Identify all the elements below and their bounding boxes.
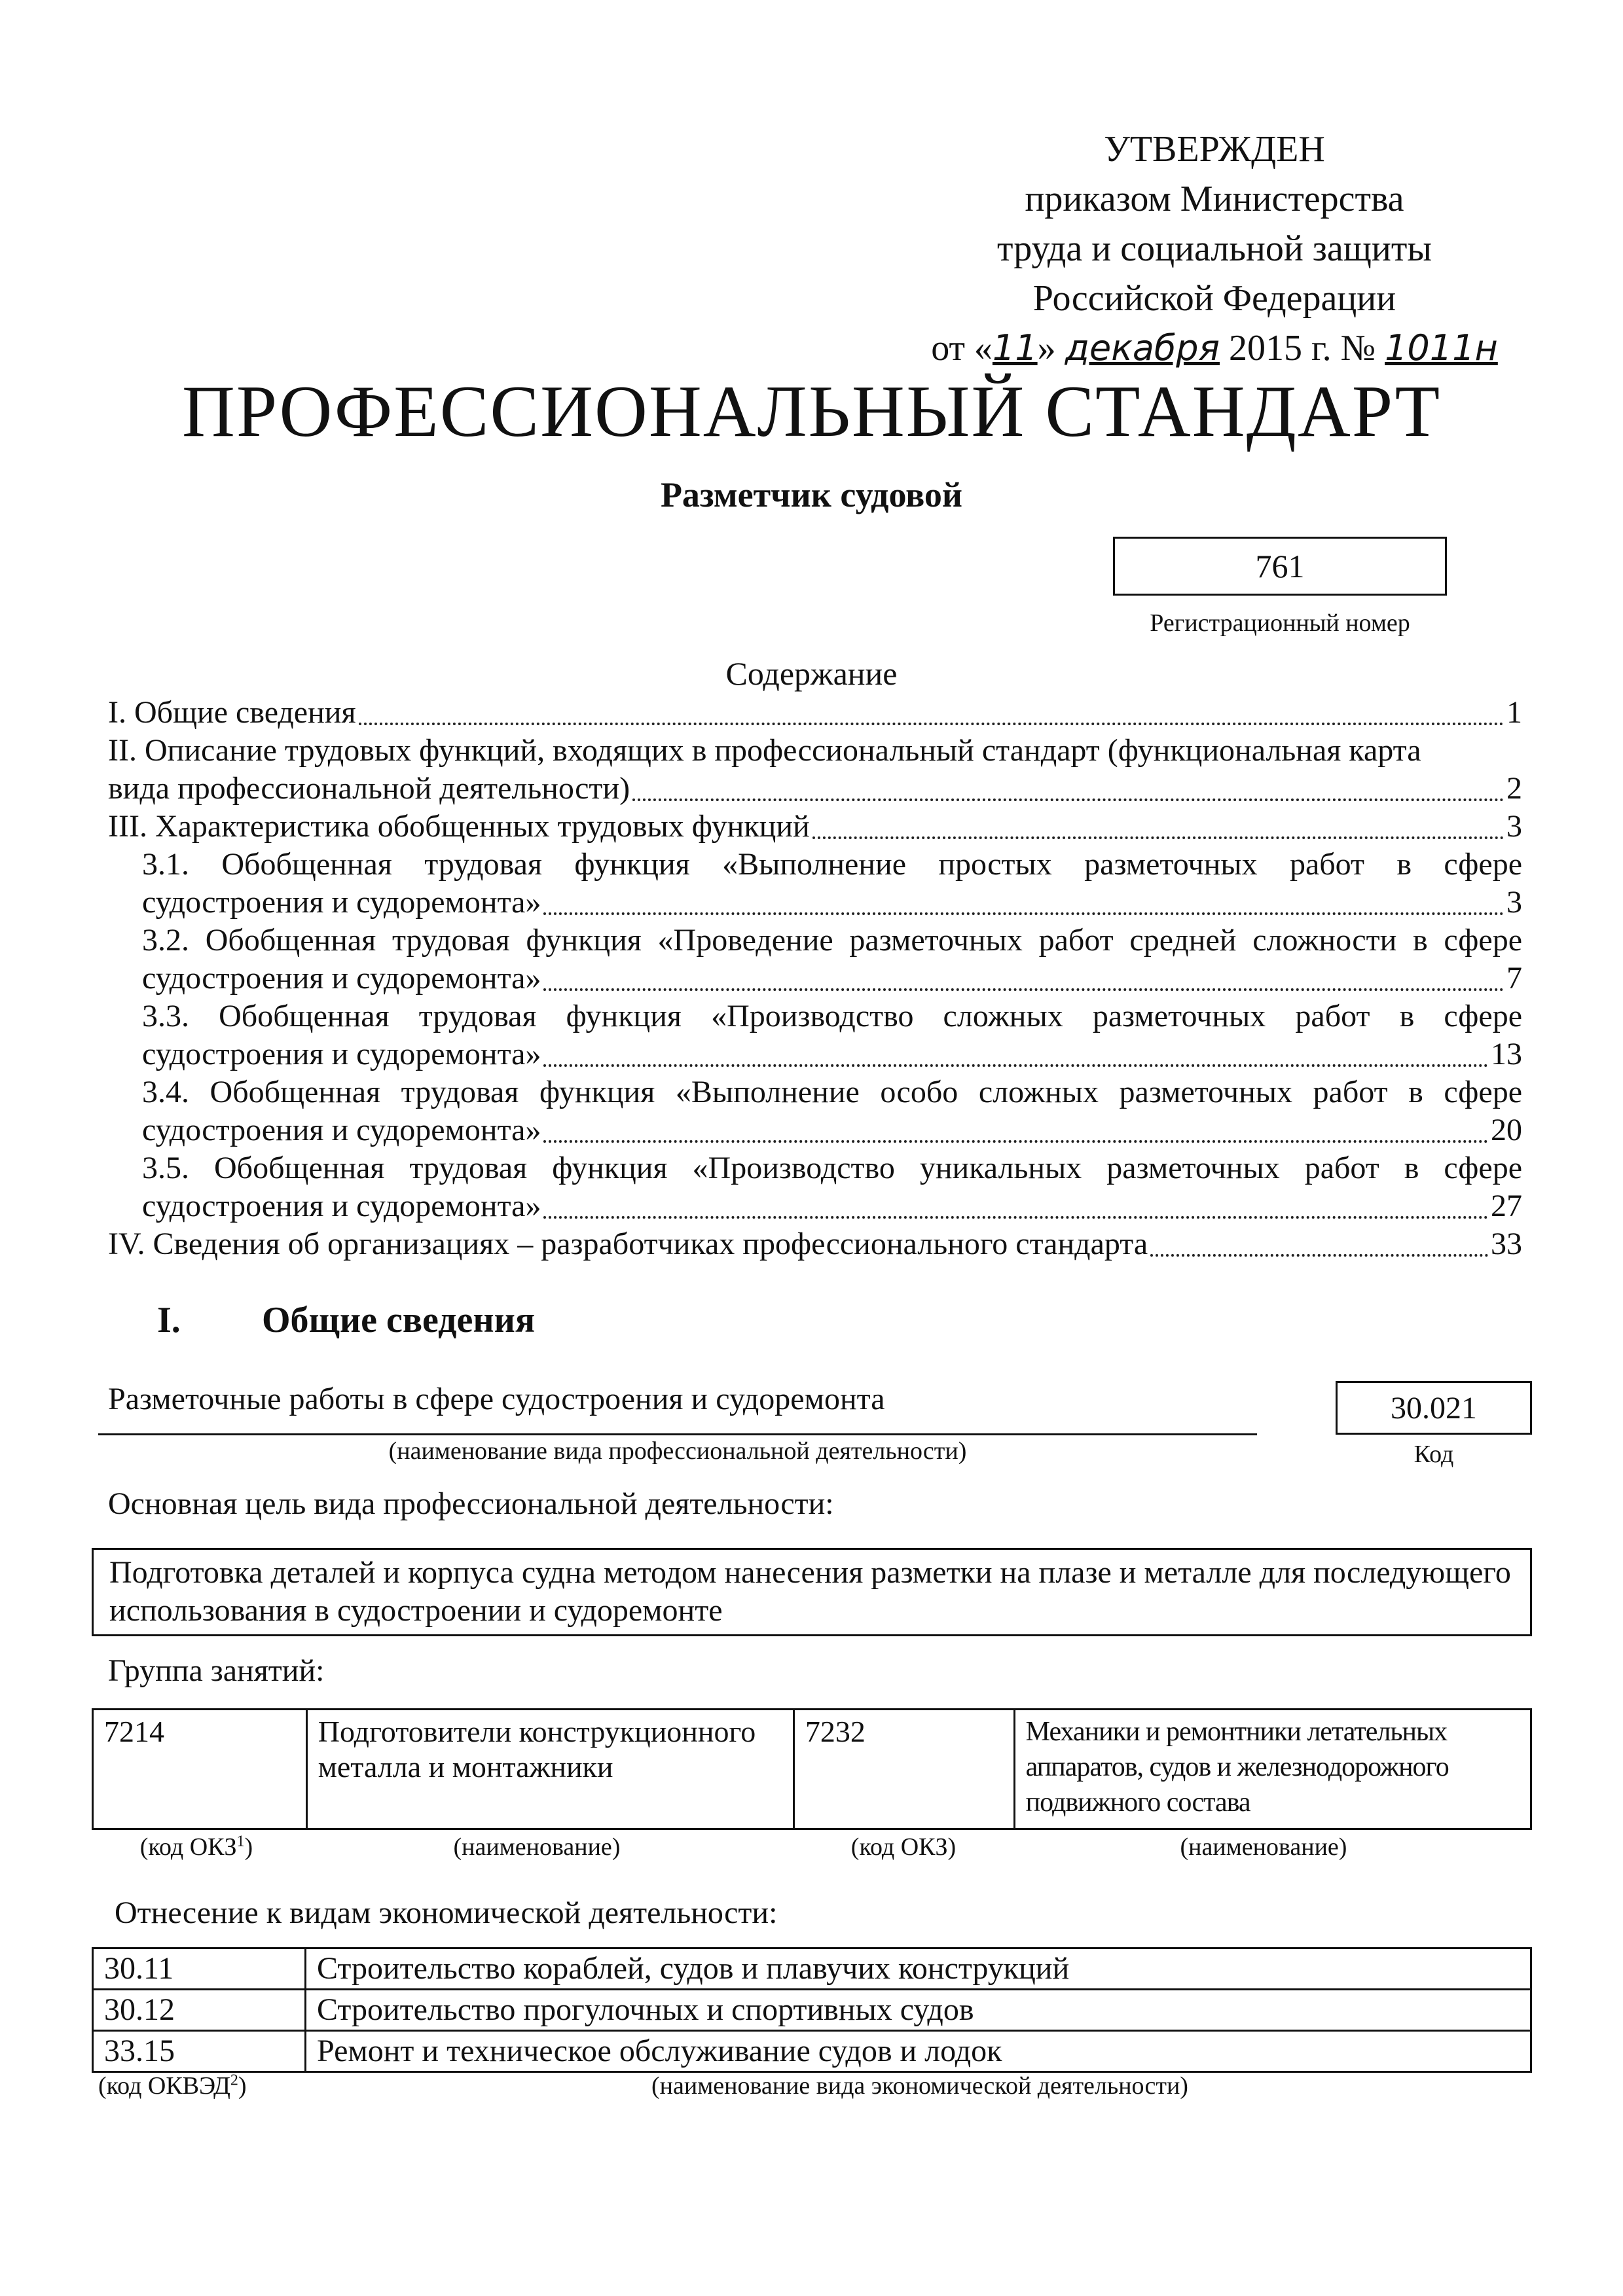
toc-item[interactable] [108,922,1522,997]
activity-underline [98,1433,1257,1435]
toc-item-text: 3.2. Обобщенная трудовая функция «Проведение разметочных работ средней сложности в сфере [142,923,1522,958]
order-day: 11 [992,327,1038,368]
okved-code-cell: 30.11 [93,1948,306,1990]
table-row [93,2031,1531,2072]
okz-name-cell: Подготовители конструкционного металла и монтажники [306,1710,793,1829]
activity-code-caption: Код [1413,1441,1454,1468]
economic-activity-table [92,1947,1532,2073]
toc-item-text: судостроения и судоремонта» [142,1189,541,1223]
okz-code-cell: 7214 [93,1710,307,1829]
toc-leader [543,912,1504,915]
okved-name-caption: (наименование вида экономической деятельности) [651,2072,1188,2100]
okz-name-caption: (наименование) [1180,1833,1347,1861]
toc-item[interactable] [108,1149,1522,1225]
table-row [93,1990,1531,2031]
toc-item[interactable] [108,997,1522,1073]
order-month: декабря [1065,327,1220,368]
section-heading [157,1299,535,1341]
okz-code-cell: 7232 [793,1710,1014,1829]
toc-page: 3 [1506,809,1522,844]
table-of-contents [108,694,1522,1263]
okz-code-caption: (код ОКЗ) [850,1833,957,1861]
toc-item[interactable] [108,1225,1522,1263]
toc-heading: Содержание [725,655,898,692]
section-number: I. [157,1300,181,1340]
approval-line-1: УТВЕРЖДЕН [1104,129,1325,170]
toc-item-text: судостроения и судоремонта» [142,961,541,996]
toc-page: 33 [1491,1227,1522,1261]
date-prefix: от « [931,328,993,368]
approval-line-2: приказом Министерства [1025,179,1404,219]
toc-leader [632,798,1504,801]
order-date-number [903,323,1525,373]
toc-item-text: вида профессиональной деятельности) [108,771,630,806]
toc-leader [812,836,1504,839]
toc-page: 13 [1491,1037,1522,1071]
toc-leader [543,1064,1488,1067]
section-title: Общие сведения [262,1300,536,1340]
registration-number-box: 761 [1113,537,1447,596]
toc-item-text: 3.3. Обобщенная трудовая функция «Производство сложных разметочных работ в сфере [142,999,1522,1033]
toc-page: 3 [1506,885,1522,920]
okz-name-caption: (наименование) [453,1833,621,1861]
toc-page: 1 [1506,695,1522,730]
toc-item-text: судостроения и судоремонта» [142,1037,541,1071]
toc-item[interactable] [108,846,1522,922]
toc-item[interactable] [108,1073,1522,1149]
activity-name: Разметочные работы в сфере судостроения и судоремонта [108,1382,885,1416]
approval-line-3: труда и социальной защиты [997,228,1432,269]
okved-name-cell: Строительство прогулочных и спортивных судов [306,1990,1531,2031]
toc-page: 27 [1491,1189,1522,1223]
activity-code-box: 30.021 [1336,1381,1532,1435]
profession-name: Разметчик судовой [660,475,963,514]
okved-name-cell: Ремонт и техническое обслуживание судов и лодок [306,2031,1531,2072]
toc-item-text: IV. Сведения об организациях – разработчиках профессионального стандарта [108,1227,1148,1261]
document-title: ПРОФЕССИОНАЛЬНЫЙ СТАНДАРТ [182,371,1441,452]
activity-caption: (наименование вида профессиональной деятельности) [388,1437,967,1465]
date-mid: » [1037,328,1065,368]
approval-line-4: Российской Федерации [1032,278,1396,319]
toc-item-text: судостроения и судоремонта» [142,1113,541,1147]
okved-name-cell: Строительство кораблей, судов и плавучих конструкций [306,1948,1531,1990]
toc-item-text: II. Описание трудовых функций, входящих в профессиональный стандарт (функциональная карта [108,733,1421,768]
toc-item-text: 3.4. Обобщенная трудовая функция «Выполнение особо сложных разметочных работ в сфере [142,1075,1522,1109]
order-number: 1011н [1385,327,1498,368]
toc-leader [359,722,1504,725]
toc-item-text: 3.5. Обобщенная трудовая функция «Производство уникальных разметочных работ в сфере [142,1151,1522,1185]
toc-leader [543,1215,1488,1219]
toc-item-text: 3.1. Обобщенная трудовая функция «Выполнение простых разметочных работ в сфере [142,847,1522,882]
okved-code-caption: (код ОКВЭД$^2$) [98,2072,247,2100]
approval-stamp [903,124,1525,373]
table-row [93,1948,1531,1990]
order-year: 2015 г. № [1228,328,1376,368]
okved-code-cell: 33.15 [93,2031,306,2072]
table-row [93,1710,1531,1829]
goal-box [92,1548,1532,1636]
toc-page: 20 [1491,1113,1522,1147]
occupation-group-label: Группа занятий: [108,1653,325,1688]
toc-leader [1150,1253,1488,1257]
okz-name-cell: Механики и ремонтники летательных аппаратов, судов и железнодорожного подвижного состава [1014,1710,1531,1829]
toc-item-text: I. Общие сведения [108,695,356,730]
toc-item-text: III. Характеристика обобщенных трудовых функций [108,809,810,844]
goal-text: Подготовка деталей и корпуса судна методом нанесения разметки на плазе и металле для последующего использования в судостроении и судоремонте [109,1555,1511,1628]
occupation-group-table [92,1708,1532,1830]
registration-number-label: Регистрационный номер [1150,609,1410,637]
okved-code-cell: 30.12 [93,1990,306,2031]
economic-activity-label: Отнесение к видам экономической деятельности: [115,1895,778,1930]
okz-code-caption: (код ОКЗ$^1$) [139,1833,253,1861]
toc-item[interactable] [108,808,1522,846]
toc-item[interactable] [108,732,1522,808]
toc-page: 2 [1506,771,1522,806]
toc-leader [543,1139,1488,1143]
toc-leader [543,988,1504,991]
toc-item[interactable] [108,694,1522,732]
goal-label: Основная цель вида профессиональной деятельности: [108,1486,834,1521]
toc-item-text: судостроения и судоремонта» [142,885,541,920]
toc-page: 7 [1506,961,1522,996]
